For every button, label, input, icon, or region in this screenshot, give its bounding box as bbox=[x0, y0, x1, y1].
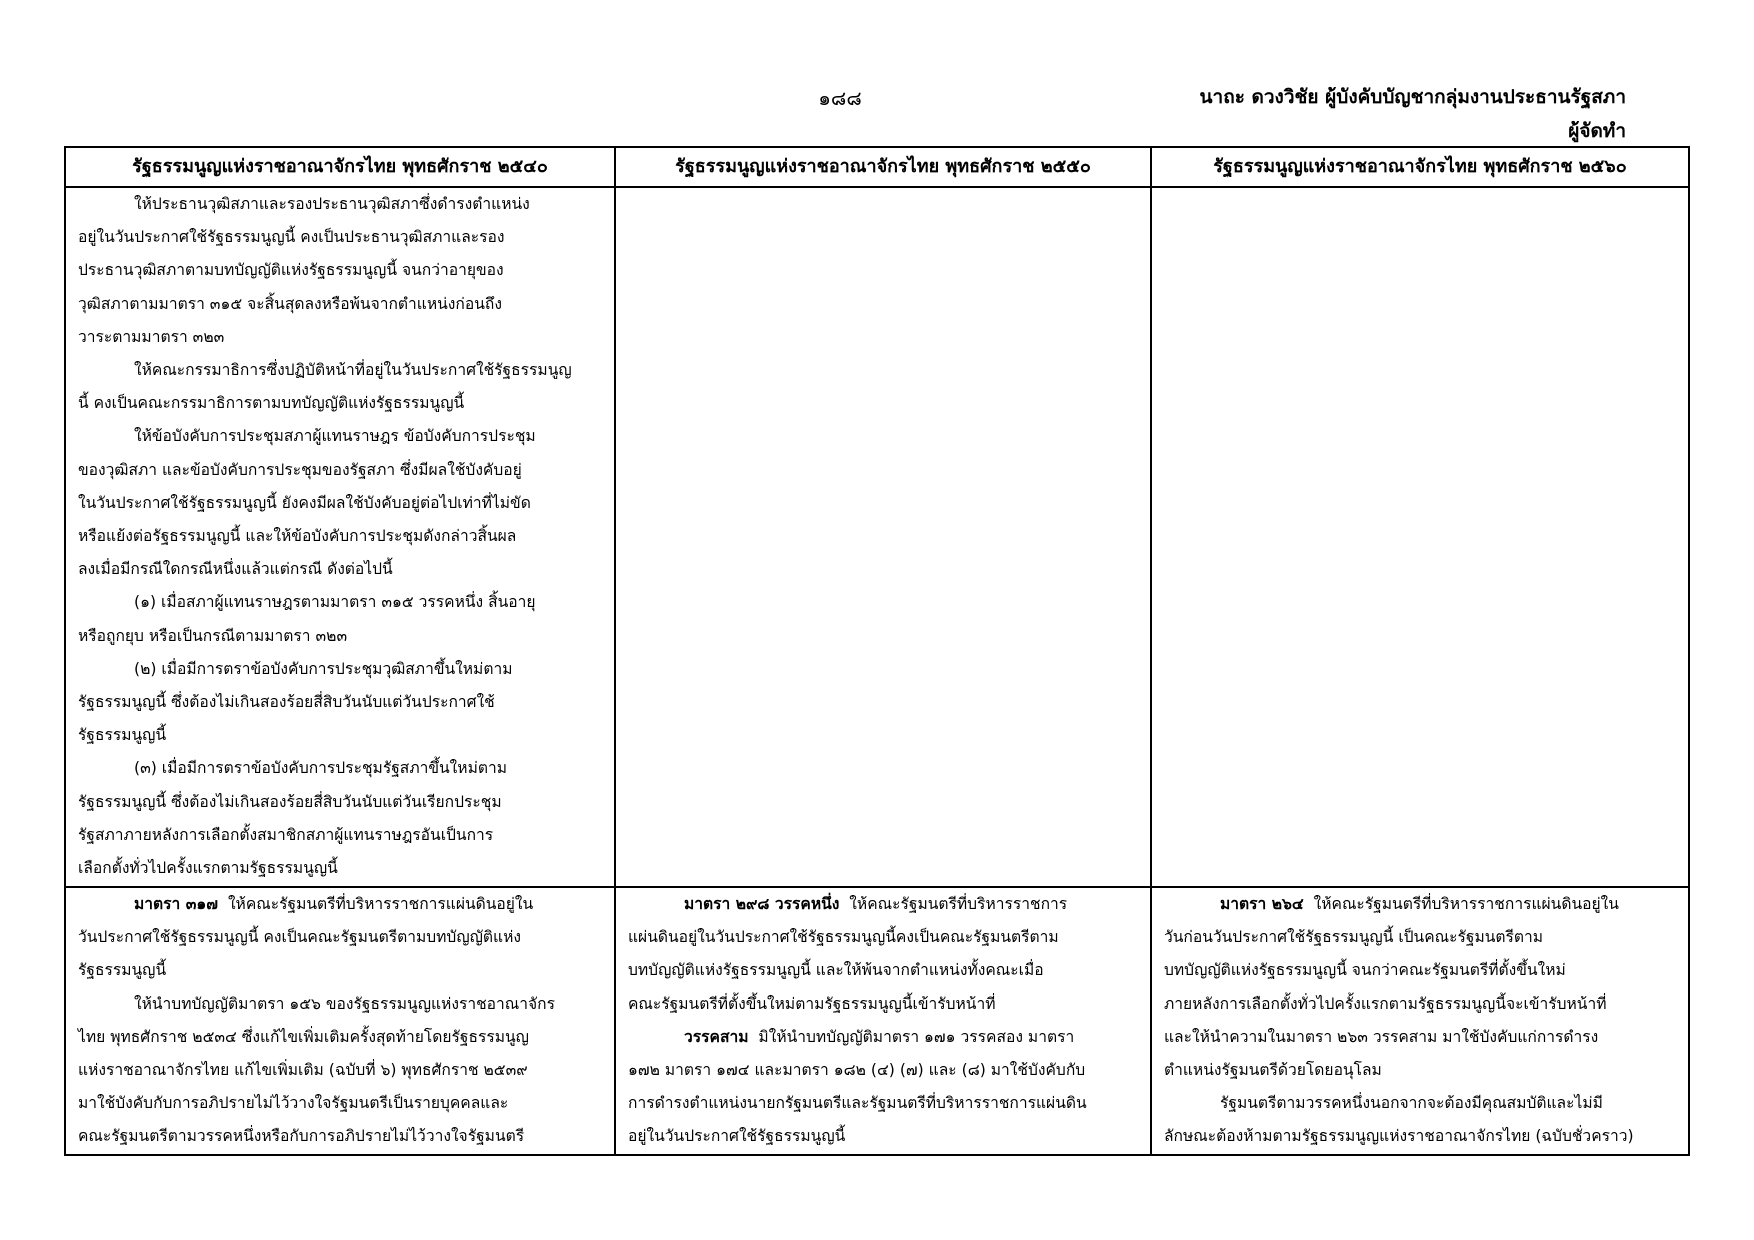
text-line: ประธานวุฒิสภาตามบทบัญญัติแห่งรัฐธรรมนูญนี้ จนกว่าอายุของ bbox=[78, 261, 504, 280]
text-line: มาใช้บังคับกับการอภิปรายไม่ไว้วางใจรัฐมนตรีเป็นรายบุคคลและ bbox=[78, 1094, 509, 1113]
text-line: หรือแย้งต่อรัฐธรรมนูญนี้ และให้ข้อบังคับการประชุมดังกล่าวสิ้นผล bbox=[78, 527, 517, 546]
text-line: รัฐธรรมนูญนี้ bbox=[78, 726, 167, 745]
text-line: ให้นำบทบัญญัติมาตรา ๑๕๖ ของรัฐธรรมนูญแห่งราชอาณาจักร bbox=[134, 994, 555, 1013]
text-line: มาตรา ๓๑๗ ให้คณะรัฐมนตรีที่บริหารราชการแผ่นดินอยู่ใน bbox=[134, 895, 534, 913]
text-line: รัฐธรรมนูญนี้ bbox=[78, 961, 167, 980]
text-line: บทบัญญัติแห่งรัฐธรรมนูญนี้ และให้พ้นจากตำแหน่งทั้งคณะเมื่อ bbox=[628, 961, 1044, 980]
section-label: มาตรา ๓๑๗ bbox=[134, 895, 219, 913]
text-line: (๓) เมื่อมีการตราข้อบังคับการประชุมรัฐสภาขึ้นใหม่ตาม bbox=[134, 759, 508, 778]
table-row bbox=[65, 187, 1689, 887]
text-line: แผ่นดินอยู่ในวันประกาศใช้รัฐธรรมนูญนี้คงเป็นคณะรัฐมนตรีตาม bbox=[628, 928, 1059, 947]
cell-2540-transitional-provisions bbox=[65, 187, 615, 887]
text-line: แห่งราชอาณาจักรไทย แก้ไขเพิ่มเติม (ฉบับที่ ๖) พุทธศักราช ๒๕๓๙ bbox=[78, 1061, 528, 1080]
text-line: บทบัญญัติแห่งรัฐธรรมนูญนี้ จนกว่าคณะรัฐมนตรีที่ตั้งขึ้นใหม่ bbox=[1164, 961, 1566, 980]
author-role: ผู้จัดทำ bbox=[1568, 120, 1626, 142]
text-line: รัฐธรรมนูญนี้ ซึ่งต้องไม่เกินสองร้อยสี่สิบวันนับแต่วันเรียกประชุม bbox=[78, 792, 502, 811]
text-line: ภายหลังการเลือกตั้งทั่วไปครั้งแรกตามรัฐธรรมนูญนี้จะเข้ารับหน้าที่ bbox=[1164, 994, 1607, 1013]
cell-2550-section-298 bbox=[615, 887, 1151, 1155]
text-line: และให้นำความในมาตรา ๒๖๓ วรรคสาม มาใช้บังคับแก่การดำรง bbox=[1164, 1027, 1599, 1046]
column-header-2550: รัฐธรรมนูญแห่งราชอาณาจักรไทย พุทธศักราช ๒๕๕๐ bbox=[615, 147, 1151, 187]
table-row bbox=[65, 887, 1689, 1155]
text-line: ตำแหน่งรัฐมนตรีด้วยโดยอนุโลม bbox=[1164, 1061, 1382, 1080]
text-line: หรือถูกยุบ หรือเป็นกรณีตามมาตรา ๓๒๓ bbox=[78, 626, 348, 645]
text-line: ๑๗๒ มาตรา ๑๗๔ และมาตรา ๑๘๒ (๔) (๗) และ (๘) มาใช้บังคับกับ bbox=[628, 1061, 1086, 1080]
author-line: นาถะ ดวงวิชัย ผู้บังคับบัญชากลุ่มงานประธานรัฐสภา bbox=[1199, 86, 1626, 108]
text-line: ให้คณะกรรมาธิการซึ่งปฏิบัติหน้าที่อยู่ในวันประกาศใช้รัฐธรรมนูญ bbox=[134, 361, 572, 380]
text-line: การดำรงตำแหน่งนายกรัฐมนตรีและรัฐมนตรีที่บริหารราชการแผ่นดิน bbox=[628, 1094, 1087, 1113]
text-line: รัฐสภาภายหลังการเลือกตั้งสมาชิกสภาผู้แทนราษฎรอันเป็นการ bbox=[78, 825, 494, 844]
text-line: ลงเมื่อมีกรณีใดกรณีหนึ่งแล้วแต่กรณี ดังต่อไปนี้ bbox=[78, 560, 393, 579]
text-line: นี้ คงเป็นคณะกรรมาธิการตามบทบัญญัติแห่งรัฐธรรมนูญนี้ bbox=[78, 394, 465, 413]
comparison-table bbox=[64, 146, 1690, 1156]
text-line: มาตรา ๒๖๔ ให้คณะรัฐมนตรีที่บริหารราชการแผ่นดินอยู่ใน bbox=[1220, 895, 1619, 913]
column-header-2560: รัฐธรรมนูญแห่งราชอาณาจักรไทย พุทธศักราช ๒๕๖๐ bbox=[1151, 147, 1689, 187]
cell-2540-section-317 bbox=[65, 887, 615, 1155]
author-block bbox=[1200, 80, 1626, 148]
text-line: อยู่ในวันประกาศใช้รัฐธรรมนูญนี้ bbox=[628, 1127, 846, 1146]
text-line: วรรคสาม มิให้นำบทบัญญัติมาตรา ๑๗๑ วรรคสอง มาตรา bbox=[684, 1027, 1075, 1046]
text-line: ไทย พุทธศักราช ๒๕๓๔ ซึ่งแก้ไขเพิ่มเติมครั้งสุดท้ายโดยรัฐธรรมนูญ bbox=[78, 1027, 529, 1046]
text-line: วุฒิสภาตามมาตรา ๓๑๕ จะสิ้นสุดลงหรือพ้นจากตำแหน่งก่อนถึง bbox=[78, 294, 502, 313]
text-line: อยู่ในวันประกาศใช้รัฐธรรมนูญนี้ คงเป็นประธานวุฒิสภาและรอง bbox=[78, 228, 505, 247]
text-line: ให้ประธานวุฒิสภาและรองประธานวุฒิสภาซึ่งดำรงตำแหน่ง bbox=[134, 195, 530, 213]
text-line: ลักษณะต้องห้ามตามรัฐธรรมนูญแห่งราชอาณาจักรไทย (ฉบับชั่วคราว) bbox=[1164, 1127, 1634, 1146]
text-line: ของวุฒิสภา และข้อบังคับการประชุมของรัฐสภา ซึ่งมีผลใช้บังคับอยู่ bbox=[78, 460, 522, 479]
text-line: คณะรัฐมนตรีที่ตั้งขึ้นใหม่ตามรัฐธรรมนูญนี้เข้ารับหน้าที่ bbox=[628, 994, 996, 1013]
text-line: มาตรา ๒๙๘ วรรคหนึ่ง ให้คณะรัฐมนตรีที่บริหารราชการ bbox=[684, 895, 1068, 913]
section-label: มาตรา ๒๙๘ วรรคหนึ่ง bbox=[684, 895, 840, 913]
text-line: วันก่อนวันประกาศใช้รัฐธรรมนูญนี้ เป็นคณะรัฐมนตรีตาม bbox=[1164, 928, 1544, 947]
text-line: ให้ข้อบังคับการประชุมสภาผู้แทนราษฎร ข้อบังคับการประชุม bbox=[134, 427, 536, 446]
cell-2560-empty bbox=[1151, 187, 1689, 887]
table-header-row bbox=[65, 147, 1689, 187]
paragraph-label: วรรคสาม bbox=[684, 1027, 749, 1046]
text-line: ในวันประกาศใช้รัฐธรรมนูญนี้ ยังคงมีผลใช้บังคับอยู่ต่อไปเท่าที่ไม่ขัด bbox=[78, 493, 531, 512]
text-line: คณะรัฐมนตรีตามวรรคหนึ่งหรือกับการอภิปรายไม่ไว้วางใจรัฐมนตรี bbox=[78, 1127, 525, 1146]
text-line: วันประกาศใช้รัฐธรรมนูญนี้ คงเป็นคณะรัฐมนตรีตามบทบัญญัติแห่ง bbox=[78, 928, 521, 947]
text-line: (๑) เมื่อสภาผู้แทนราษฎรตามมาตรา ๓๑๕ วรรคหนึ่ง สิ้นอายุ bbox=[134, 593, 536, 612]
cell-2560-section-264 bbox=[1151, 887, 1689, 1155]
section-label: มาตรา ๒๖๔ bbox=[1220, 895, 1304, 913]
text-line: วาระตามมาตรา ๓๒๓ bbox=[78, 327, 225, 346]
text-line: รัฐธรรมนูญนี้ ซึ่งต้องไม่เกินสองร้อยสี่สิบวันนับแต่วันประกาศใช้ bbox=[78, 693, 495, 712]
text-line: เลือกตั้งทั่วไปครั้งแรกตามรัฐธรรมนูญนี้ bbox=[78, 859, 338, 878]
text-line: (๒) เมื่อมีการตราข้อบังคับการประชุมวุฒิสภาขึ้นใหม่ตาม bbox=[134, 659, 513, 678]
column-header-2540: รัฐธรรมนูญแห่งราชอาณาจักรไทย พุทธศักราช ๒๕๔๐ bbox=[65, 147, 615, 187]
page-number: ๑๘๘ bbox=[818, 86, 862, 110]
text-line: รัฐมนตรีตามวรรคหนึ่งนอกจากจะต้องมีคุณสมบัติและไม่มี bbox=[1220, 1094, 1603, 1113]
cell-2550-empty bbox=[615, 187, 1151, 887]
